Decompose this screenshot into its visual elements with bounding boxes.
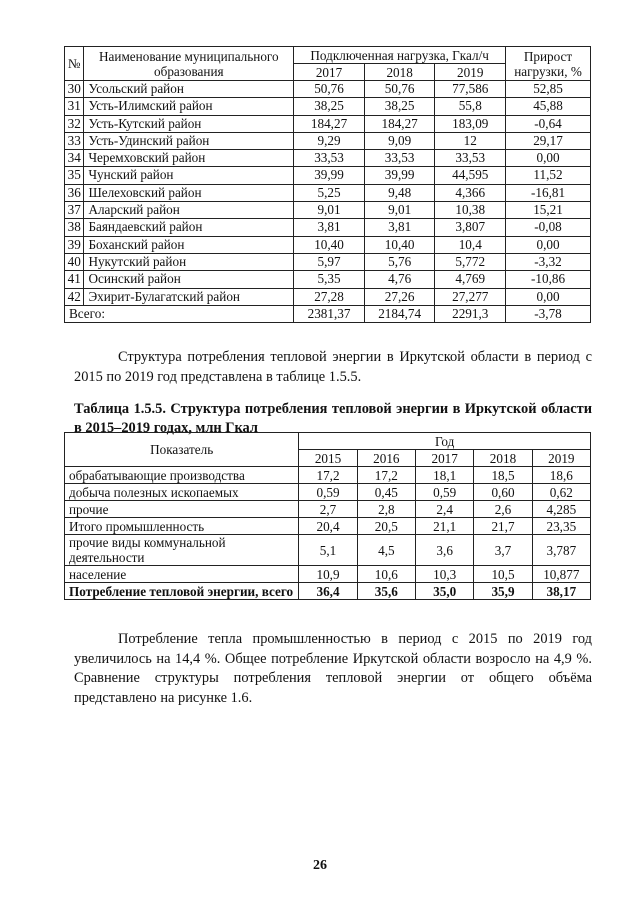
table-cell: 33 <box>65 132 84 149</box>
table-cell: 18,6 <box>532 467 590 484</box>
table-cell: 9,01 <box>364 202 435 219</box>
header-indicator: Показатель <box>65 433 299 467</box>
table-cell: 17,2 <box>357 467 415 484</box>
indicator-label: Итого промышленность <box>65 518 299 535</box>
table-cell: -16,81 <box>506 184 591 201</box>
header-num: № <box>65 47 84 81</box>
table-cell: 10,877 <box>532 566 590 583</box>
table-cell: 183,09 <box>435 115 506 132</box>
table-cell: 23,35 <box>532 518 590 535</box>
table-cell: 10,6 <box>357 566 415 583</box>
total-cell: 2184,74 <box>364 305 435 322</box>
table-cell: 0,00 <box>506 288 591 305</box>
table-cell: 3,787 <box>532 535 590 566</box>
table-row <box>65 288 591 305</box>
table-cell: 12 <box>435 132 506 149</box>
table-cell: 35 <box>65 167 84 184</box>
table-cell: 55,8 <box>435 98 506 115</box>
header-year-2018: 2018 <box>364 64 435 81</box>
table-cell: 15,21 <box>506 202 591 219</box>
paragraph-intro <box>74 348 592 387</box>
table-row <box>65 167 591 184</box>
table-cell: 184,27 <box>294 115 365 132</box>
table-cell: 4,76 <box>364 271 435 288</box>
table-cell: 5,97 <box>294 253 365 270</box>
table-row <box>65 184 591 201</box>
total-cell: -3,78 <box>506 305 591 322</box>
indicator-label: обрабатывающие производства <box>65 467 299 484</box>
table-caption: Таблица 1.5.5. Структура потребления тепловой энергии в Иркутской области в 2015–2019 годах, млн Гкал <box>74 401 592 436</box>
table-cell: 45,88 <box>506 98 591 115</box>
indicator-label: население <box>65 566 299 583</box>
table-cell: 3,81 <box>294 219 365 236</box>
table-cell: 3,807 <box>435 219 506 236</box>
table-cell: 3,7 <box>474 535 532 566</box>
table-row <box>65 98 591 115</box>
table-cell: 41 <box>65 271 84 288</box>
table-cell: 38 <box>65 219 84 236</box>
table-cell: 0,00 <box>506 236 591 253</box>
table-row <box>65 535 591 566</box>
table-total-row <box>65 305 591 322</box>
table-cell: 18,1 <box>416 467 474 484</box>
table-cell: 4,366 <box>435 184 506 201</box>
table-cell: 4,285 <box>532 501 590 518</box>
table-row <box>65 518 591 535</box>
indicator-label: добыча полезных ископаемых <box>65 484 299 501</box>
table-cell: 50,76 <box>294 81 365 98</box>
indicator-label: прочие <box>65 501 299 518</box>
page-number: 26 <box>313 858 327 873</box>
table-cell: 38,25 <box>294 98 365 115</box>
total-label: Всего: <box>65 305 294 322</box>
table-cell: 10,3 <box>416 566 474 583</box>
table-cell: 27,277 <box>435 288 506 305</box>
paragraph-conclusion <box>74 630 592 708</box>
header-year-2019: 2019 <box>435 64 506 81</box>
table-cell: 10,40 <box>294 236 365 253</box>
table-row <box>65 81 591 98</box>
table-cell: -0,64 <box>506 115 591 132</box>
paragraph-conclusion-text: Потребление тепла промышленностью в период с 2015 по 2019 год увеличилось на 14,4 %. Общее потребление Иркутской области возросло на 4,9 %. Сравнение структуры потребления тепловой энергии от общего объёма представлено на рисунке 1.6. <box>74 631 592 706</box>
table-cell: 38,17 <box>532 583 590 600</box>
table-cell: 5,772 <box>435 253 506 270</box>
table-cell: 10,4 <box>435 236 506 253</box>
table-cell: 35,9 <box>474 583 532 600</box>
table-cell: 2,6 <box>474 501 532 518</box>
table-cell: 35,0 <box>416 583 474 600</box>
table-cell: 33,53 <box>435 150 506 167</box>
table-row <box>65 219 591 236</box>
municipal-load-table <box>64 46 591 323</box>
table-cell: Усть-Удинский район <box>84 132 294 149</box>
table-cell: 21,7 <box>474 518 532 535</box>
table-cell: 4,5 <box>357 535 415 566</box>
header-year-2019: 2019 <box>532 450 590 467</box>
table-cell: Боханский район <box>84 236 294 253</box>
table-cell: 184,27 <box>364 115 435 132</box>
table-cell: 33,53 <box>364 150 435 167</box>
table-cell: 9,48 <box>364 184 435 201</box>
table-cell: 40 <box>65 253 84 270</box>
table-row <box>65 115 591 132</box>
table-cell: 18,5 <box>474 467 532 484</box>
table-cell: 33,53 <box>294 150 365 167</box>
header-load: Подключенная нагрузка, Гкал/ч <box>294 47 506 64</box>
table-cell: 2,8 <box>357 501 415 518</box>
header-name: Наименование муниципального образования <box>84 47 294 81</box>
table-cell: 38,25 <box>364 98 435 115</box>
table-cell: 0,59 <box>299 484 357 501</box>
table-cell: 10,9 <box>299 566 357 583</box>
header-year-2015: 2015 <box>299 450 357 467</box>
table-cell: -3,32 <box>506 253 591 270</box>
table-cell: 27,28 <box>294 288 365 305</box>
header-year-group: Год <box>299 433 591 450</box>
paragraph-intro-text: Структура потребления тепловой энергии в Иркутской области в период с 2015 по 2019 год представлена в таблице 1.5.5. <box>74 349 592 385</box>
table-row <box>65 467 591 484</box>
table-row <box>65 566 591 583</box>
table-cell: 34 <box>65 150 84 167</box>
table-row <box>65 132 591 149</box>
table-cell: Усть-Кутский район <box>84 115 294 132</box>
table-cell: 0,00 <box>506 150 591 167</box>
indicator-label: прочие виды коммунальной деятельности <box>65 535 299 566</box>
table-cell: Аларский район <box>84 202 294 219</box>
table-cell: 4,769 <box>435 271 506 288</box>
table-cell: 10,38 <box>435 202 506 219</box>
table-cell: 21,1 <box>416 518 474 535</box>
table-cell: 39,99 <box>364 167 435 184</box>
table-row <box>65 202 591 219</box>
table-cell: 9,09 <box>364 132 435 149</box>
table-cell: Осинский район <box>84 271 294 288</box>
table-cell: Нукутский район <box>84 253 294 270</box>
table-cell: 17,2 <box>299 467 357 484</box>
total-cell: 2291,3 <box>435 305 506 322</box>
table-cell: 31 <box>65 98 84 115</box>
table-cell: 9,29 <box>294 132 365 149</box>
table-cell: Усольский район <box>84 81 294 98</box>
table-cell: 20,5 <box>357 518 415 535</box>
table-cell: 27,26 <box>364 288 435 305</box>
table-cell: 36 <box>65 184 84 201</box>
table-cell: 2,4 <box>416 501 474 518</box>
table-cell: Шелеховский район <box>84 184 294 201</box>
table-cell: 11,52 <box>506 167 591 184</box>
table-cell: 39 <box>65 236 84 253</box>
table-row <box>65 253 591 270</box>
table-cell: 5,35 <box>294 271 365 288</box>
header-increase: Прирост нагрузки, % <box>506 47 591 81</box>
table-cell: 39,99 <box>294 167 365 184</box>
table-cell: Баяндаевский район <box>84 219 294 236</box>
table-cell: 9,01 <box>294 202 365 219</box>
table-cell: 10,5 <box>474 566 532 583</box>
table-cell: 5,76 <box>364 253 435 270</box>
table-cell: -10,86 <box>506 271 591 288</box>
table-cell: 0,60 <box>474 484 532 501</box>
table-cell: 3,81 <box>364 219 435 236</box>
table-cell: 32 <box>65 115 84 132</box>
table-row <box>65 271 591 288</box>
table-cell: -0,08 <box>506 219 591 236</box>
table-cell: Чунский район <box>84 167 294 184</box>
table-row <box>65 583 591 600</box>
table-cell: 35,6 <box>357 583 415 600</box>
table-row <box>65 501 591 518</box>
header-year-2018: 2018 <box>474 450 532 467</box>
table-cell: 50,76 <box>364 81 435 98</box>
table-row <box>65 150 591 167</box>
table-cell: 37 <box>65 202 84 219</box>
table-row <box>65 484 591 501</box>
table-cell: 3,6 <box>416 535 474 566</box>
indicator-label: Потребление тепловой энергии, всего <box>65 583 299 600</box>
table-cell: Усть-Илимский район <box>84 98 294 115</box>
table-cell: 36,4 <box>299 583 357 600</box>
total-cell: 2381,37 <box>294 305 365 322</box>
table-cell: 42 <box>65 288 84 305</box>
table-cell: 2,7 <box>299 501 357 518</box>
table-cell: 29,17 <box>506 132 591 149</box>
table-cell: 52,85 <box>506 81 591 98</box>
header-year-2017: 2017 <box>416 450 474 467</box>
table-row <box>65 236 591 253</box>
header-year-2016: 2016 <box>357 450 415 467</box>
table-cell: 5,1 <box>299 535 357 566</box>
table-cell: 0,62 <box>532 484 590 501</box>
table-cell: 44,595 <box>435 167 506 184</box>
table-cell: 5,25 <box>294 184 365 201</box>
table-cell: 30 <box>65 81 84 98</box>
heat-consumption-table <box>64 432 591 600</box>
table-cell: 0,45 <box>357 484 415 501</box>
table-cell: 0,59 <box>416 484 474 501</box>
table-cell: 10,40 <box>364 236 435 253</box>
table-cell: 77,586 <box>435 81 506 98</box>
header-year-2017: 2017 <box>294 64 365 81</box>
table-cell: 20,4 <box>299 518 357 535</box>
table-cell: Черемховский район <box>84 150 294 167</box>
table-cell: Эхирит-Булагатский район <box>84 288 294 305</box>
